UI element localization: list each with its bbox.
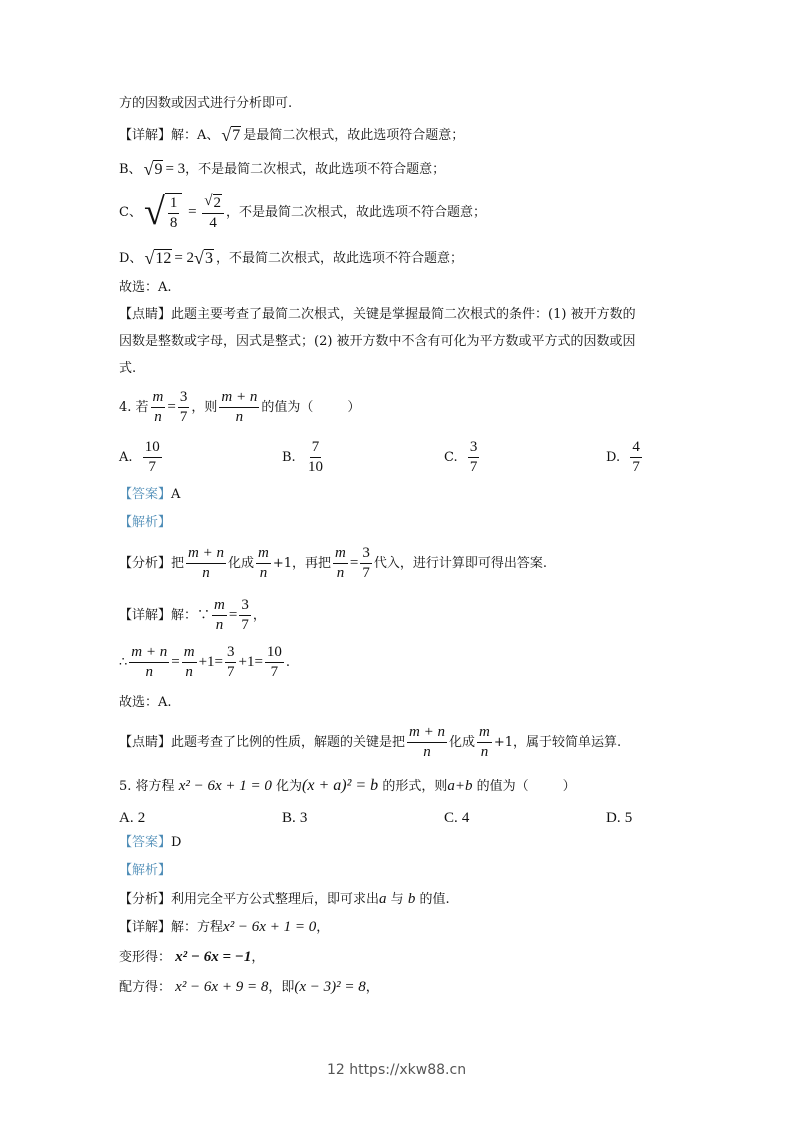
page-footer: 12 https://xkw88.cn <box>326 1062 467 1078</box>
q5-answer <box>119 836 181 849</box>
radicand: 12 <box>155 250 172 267</box>
sqrt-expression: √ 12 <box>144 248 172 268</box>
text: 此题主要考查了最简二次根式，关键是掌握最简二次根式的条件：(1) 被开方数的 <box>171 307 636 322</box>
text: 方的因数或因式进行分析即可. <box>119 96 293 111</box>
q5-step-1: 变形得： x² − 6x = −1 ， <box>119 949 265 965</box>
q5-step-2: 配方得： x² − 6x + 9 = 8 ，即 (x − 3)² = 8 ， <box>119 979 379 995</box>
tip-label: 【点睛】 <box>119 307 172 322</box>
sqrt-expression: √ 3 <box>194 248 213 268</box>
answer-value: D <box>171 835 182 850</box>
q4-calculation: ∴ $\frac{m + n}{n}$ = $\frac{m}{n}$ +1= $\frac{3}{7}$ +1= $\frac{10}{7}$ . <box>119 644 291 680</box>
analysis-label: 【解析】 <box>119 863 172 878</box>
sqrt-expression: √ 7 <box>221 125 241 145</box>
q3-detail-a <box>119 126 464 144</box>
text: D、 <box>119 250 143 266</box>
q4-option-d: D. $\frac{4}{7}$ <box>606 439 640 475</box>
radicand: 9 <box>154 161 163 178</box>
text: 是最简二次根式，故此选项符合题意； <box>243 127 465 143</box>
q5-option-b: B. 3 <box>282 810 308 826</box>
answer-label: 【答案】 <box>119 487 172 502</box>
q5-option-a: A. 2 <box>119 810 146 826</box>
q3-detail-c: C、 √ $\frac{1}{8}$ = √ 2 4 ，不是最简二次根式，故此选项不符合题意； <box>119 191 487 233</box>
q4-stem <box>119 390 360 425</box>
fraction: $\frac{3}{7}$ <box>179 389 188 425</box>
text: 因数是整数或字母，因式是整式；(2) 被开方数中不含有可化为平方数或平方式的因数或因 <box>119 334 636 349</box>
q5-stem: 5. 将方程 x² − 6x + 1 = 0 化为 (x + a)² = b 的形式，则 a+b 的值为（ ） <box>119 777 576 794</box>
q5-fenxi: 【分析】 利用完全平方公式整理后，即可求出 a 与 b 的值. <box>119 891 450 907</box>
q5-detail: 【详解】 解：方程 x² − 6x + 1 = 0 ， <box>119 919 330 935</box>
text: 式. <box>119 361 137 376</box>
q4-option-b: B. $\frac{7}{10}$ <box>282 439 323 475</box>
answer-value: A <box>171 487 181 502</box>
q4-tip: 【点睛】 此题考查了比例的性质，解题的关键是把 $\frac{m + n}{n}$ 化成 $\frac{m}{n}$ +1，属于较简单运算. <box>119 724 622 760</box>
numerator: 1 <box>168 196 180 214</box>
q3-detail-d <box>119 249 463 267</box>
math: (x + a)² = b <box>302 777 379 794</box>
radicand: 3 <box>204 250 213 267</box>
q3-choice <box>119 281 172 294</box>
fenxi-label: 【分析】 <box>119 556 172 571</box>
q4-choice: 故选：A. <box>119 695 172 710</box>
text: C、 <box>119 204 142 220</box>
fraction: $\frac{m + n}{n}$ <box>221 389 258 425</box>
q4-analysis-label <box>119 516 171 529</box>
q5-analysis-label <box>119 864 171 877</box>
q3-tip-line-2 <box>119 335 636 348</box>
sqrt-fraction: √ $\frac{1}{8}$ <box>144 193 182 231</box>
math: = 3 <box>165 160 186 177</box>
text: B、 <box>119 161 142 177</box>
q3-detail-b <box>119 160 445 178</box>
text: ，不是最简二次根式，故此选项不符合题意； <box>185 161 446 177</box>
fraction: √ 2 4 <box>202 194 224 231</box>
detail-label: 【详解】 <box>119 608 172 623</box>
math: = <box>167 399 176 415</box>
tip-label: 【点睛】 <box>119 735 172 750</box>
text: ，不是最简二次根式，故此选项不符合题意； <box>226 204 487 220</box>
continuation-text <box>119 97 292 110</box>
q3-tip-line-3 <box>119 362 136 375</box>
q3-tip-line-1 <box>119 308 636 321</box>
q4-answer <box>119 488 180 501</box>
q4-option-a: A. $\frac{10}{7}$ <box>119 439 160 475</box>
fenxi-label: 【分析】 <box>119 892 172 907</box>
q5-option-d: D. 5 <box>606 810 633 826</box>
detail-label: 【详解】 <box>119 920 172 935</box>
answer-label: 【答案】 <box>119 835 172 850</box>
question-number: 5. 将方程 <box>119 778 175 794</box>
text: 的值为（ <box>261 400 314 415</box>
text: ） <box>347 400 361 415</box>
detail-label: 【详解】 <box>119 127 172 143</box>
q4-option-c: C. $\frac{3}{7}$ <box>444 439 478 475</box>
radicand: 2 <box>213 194 222 211</box>
math: x² − 6x + 1 = 0 <box>178 777 272 794</box>
analysis-label: 【解析】 <box>119 515 172 530</box>
text: ，不最简二次根式，故此选项不符合题意； <box>215 250 463 266</box>
sqrt-expression: √ 9 <box>143 159 163 179</box>
denominator: 4 <box>209 214 217 231</box>
q4-detail: 【详解】 解：∵ $\frac{m}{n}$ = $\frac{3}{7}$ ， <box>119 597 266 633</box>
question-number: 4. 若 <box>119 400 149 415</box>
text: 故选：A. <box>119 280 172 295</box>
radicand: 7 <box>232 127 241 144</box>
denominator: 8 <box>169 214 178 231</box>
fraction: $\frac{m}{n}$ <box>152 389 164 425</box>
text: 解：A、 <box>171 127 220 143</box>
q5-option-c: C. 4 <box>444 810 470 826</box>
text: ，则 <box>191 400 218 415</box>
math: = 2 <box>174 249 195 266</box>
q4-fenxi: 【分析】 把 $\frac{m + n}{n}$ 化成 $\frac{m}{n}$ +1，再把 $\frac{m}{n}$ = $\frac{3}{7}$ 代入，进行计算即可得出答案. <box>119 545 547 581</box>
